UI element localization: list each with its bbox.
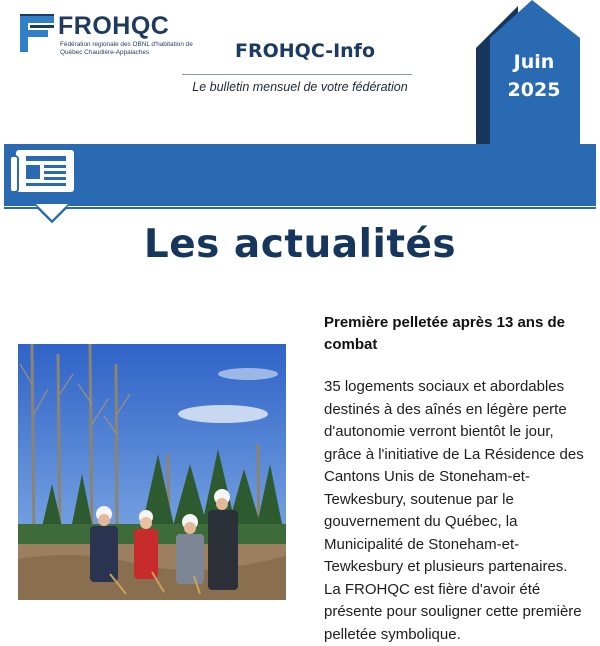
logo-name: FROHQC	[58, 12, 170, 40]
newsletter-tagline: Le bulletin mensuel de votre fédération	[192, 80, 408, 94]
frohqc-logo[interactable]	[20, 12, 193, 58]
groundbreaking-photo	[18, 344, 286, 600]
newsletter-title: FROHQC-Info	[235, 40, 375, 62]
issue-date	[490, 48, 578, 104]
article-body: 35 logements sociaux et abordables destinés à des aînés en légère perte d'autonomie verront bientôt le jour, grâce à l'initiative de La Résidence des Cantons Unis de Stoneham-et-Tewkesbury, soutenue par le gouvernement du Québec, la Municipalité de Stoneham-et-Tewkesbury et plusieurs partenaires. La FROHQC est fière d'avoir été présente pour souligner cette première pelletée symbolique.	[324, 378, 584, 643]
newspaper-icon	[10, 150, 74, 192]
logo-subtitle: Fédération regionale des OBNL d'habitation de Québec Chaudière-Appalaches	[60, 41, 193, 56]
issue-year: 2025	[507, 79, 561, 101]
article-photo[interactable]	[18, 344, 286, 600]
logo-mark-icon	[20, 14, 54, 52]
issue-month: Juin	[513, 51, 555, 73]
section-title: Les actualités	[143, 222, 457, 267]
masthead-divider	[182, 74, 412, 75]
article-title[interactable]: Première pelletée après 13 ans de combat	[324, 314, 565, 353]
